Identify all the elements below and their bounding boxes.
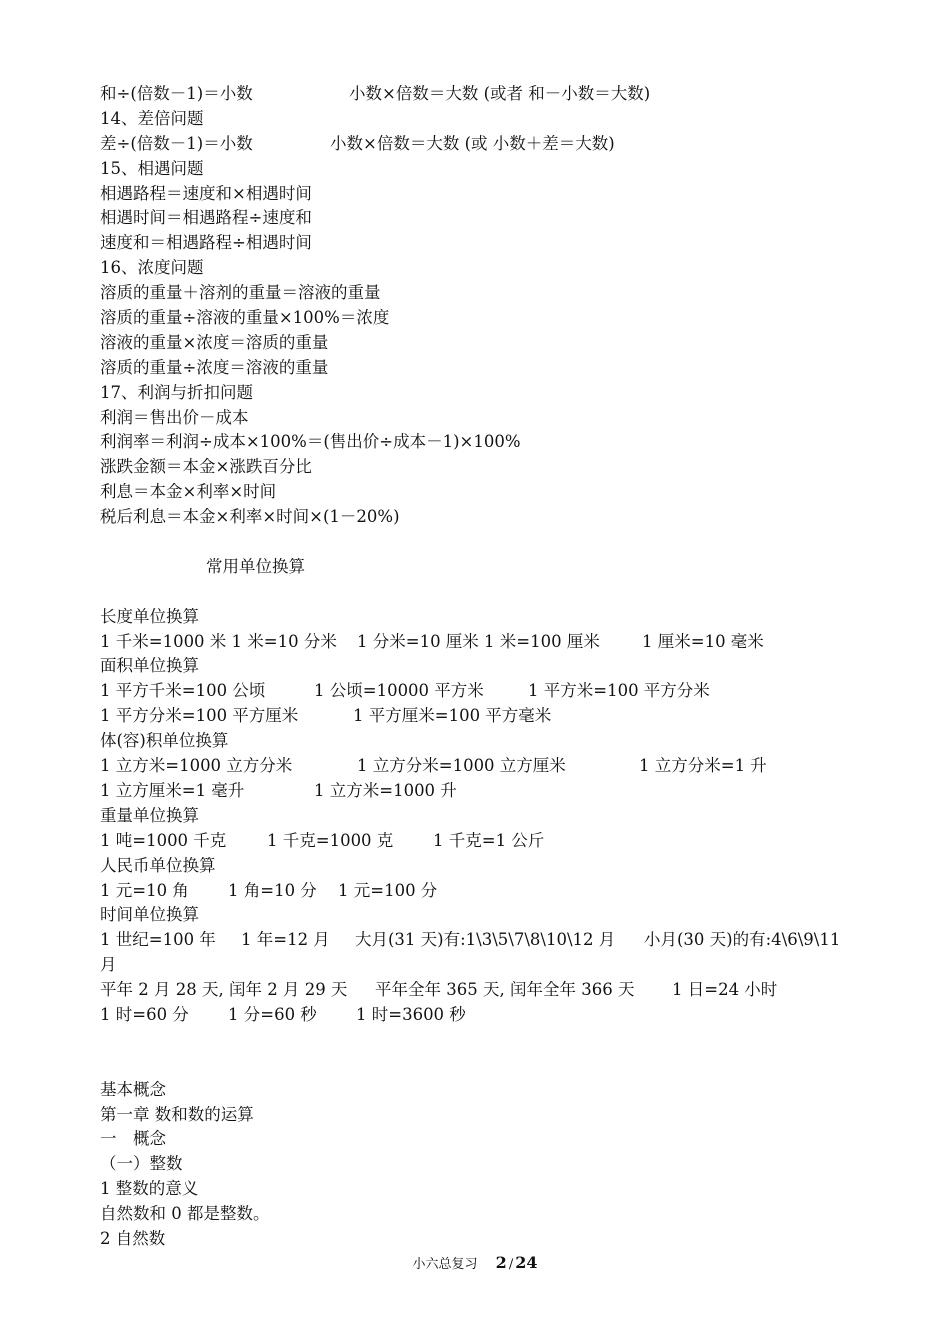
body-text: 自然数和 0 都是整数。 bbox=[100, 1204, 270, 1224]
unit-segment: 1 平方分米=100 平方厘米 bbox=[100, 706, 299, 726]
unit-segment: 1 平方千米=100 公顷 bbox=[100, 681, 266, 701]
document-body bbox=[100, 82, 890, 1252]
formula-line: 溶质的重量＋溶剂的重量＝溶液的重量 bbox=[100, 283, 381, 303]
unit-line bbox=[100, 754, 890, 779]
unit-line bbox=[100, 630, 890, 655]
unit-line bbox=[100, 779, 890, 804]
formula-line: 利息＝本金×利率×时间 bbox=[100, 482, 277, 502]
formula-line: 相遇时间＝相遇路程÷速度和 bbox=[100, 208, 312, 228]
unit-line bbox=[100, 704, 890, 729]
unit-segment: 1 角=10 分 bbox=[228, 880, 317, 900]
formula-line: 利润率＝利润÷成本×100%＝(售出价÷成本－1)×100% bbox=[100, 432, 521, 452]
section-heading: 17、利润与折扣问题 bbox=[100, 382, 253, 402]
subsection-heading: （一）整数 bbox=[100, 1154, 183, 1174]
unit-segment: 1 平方米=100 平方分米 bbox=[528, 681, 710, 701]
unit-segment: 1 元=100 分 bbox=[338, 880, 438, 900]
page-number: 2 bbox=[495, 1253, 507, 1272]
formula-line: 相遇路程＝速度和×相遇时间 bbox=[100, 183, 312, 203]
formula-line: 涨跌金额＝本金×涨跌百分比 bbox=[100, 457, 312, 477]
unit-segment: 1 公顷=10000 平方米 bbox=[314, 681, 484, 701]
unit-segment: 1 元=10 角 bbox=[100, 880, 189, 900]
unit-line bbox=[100, 978, 890, 1003]
unit-segment: 1 世纪=100 年 bbox=[100, 930, 216, 950]
blank-line bbox=[100, 1053, 890, 1078]
unit-segment: 1 立方厘米=1 毫升 bbox=[100, 780, 245, 800]
topic-heading: 2 自然数 bbox=[100, 1228, 166, 1248]
unit-segment: 1 平方厘米=100 平方毫米 bbox=[353, 706, 552, 726]
unit-segment: 1 千米=1000 米 1 米=10 分米 bbox=[100, 631, 337, 651]
section-title: 常用单位换算 bbox=[206, 556, 305, 576]
unit-heading: 人民币单位换算 bbox=[100, 855, 216, 875]
formula-line: 利润＝售出价－成本 bbox=[100, 407, 249, 427]
page-separator: / bbox=[508, 1257, 514, 1272]
formula-line: 溶质的重量÷溶液的重量×100%＝浓度 bbox=[100, 308, 390, 328]
formula-line: 速度和＝相遇路程÷相遇时间 bbox=[100, 233, 312, 253]
formula-line: 溶质的重量÷浓度＝溶液的重量 bbox=[100, 357, 329, 377]
unit-segment: 大月(31 天)有:1\3\5\7\8\10\12 月 bbox=[355, 930, 616, 950]
unit-segment: 1 厘米=10 毫米 bbox=[642, 631, 764, 651]
formula-segment: 小数×倍数＝大数 (或 小数＋差＝大数) bbox=[330, 133, 615, 153]
unit-segment: 1 千克=1000 克 bbox=[267, 830, 394, 850]
formula-segment: 小数×倍数＝大数 (或者 和－小数＝大数) bbox=[349, 84, 651, 103]
unit-segment: 1 时=3600 秒 bbox=[356, 1004, 466, 1024]
unit-heading: 重量单位换算 bbox=[100, 805, 199, 825]
unit-segment: 1 年=12 月 bbox=[241, 930, 330, 950]
unit-segment: 1 立方米=1000 立方分米 bbox=[100, 756, 293, 776]
unit-line bbox=[100, 879, 890, 904]
unit-segment: 1 立方米=1000 升 bbox=[314, 780, 457, 800]
unit-heading: 长度单位换算 bbox=[100, 606, 199, 626]
chapter-title: 第一章 数和数的运算 bbox=[100, 1104, 254, 1124]
formula-line: 溶液的重量×浓度＝溶质的重量 bbox=[100, 332, 329, 352]
chapter-heading: 基本概念 bbox=[100, 1079, 166, 1099]
unit-segment: 平年全年 365 天, 闰年全年 366 天 bbox=[375, 980, 635, 1000]
unit-line bbox=[100, 1003, 890, 1028]
unit-segment: 1 吨=1000 千克 bbox=[100, 830, 227, 850]
unit-line bbox=[100, 679, 890, 704]
text-line bbox=[100, 132, 890, 157]
page-total: 24 bbox=[515, 1253, 538, 1272]
unit-line bbox=[100, 829, 890, 854]
section-heading: 15、相遇问题 bbox=[100, 158, 204, 178]
unit-segment: 1 立方分米=1 升 bbox=[639, 756, 767, 776]
section-heading: 14、差倍问题 bbox=[100, 108, 204, 128]
formula-segment: 差÷(倍数－1)＝小数 bbox=[100, 133, 253, 153]
unit-segment: 小月(30 天)的有:4\6\9\11 bbox=[644, 930, 841, 950]
unit-segment: 平年 2 月 28 天, 闰年 2 月 29 天 bbox=[100, 980, 348, 1000]
blank-line bbox=[100, 530, 890, 555]
unit-heading: 面积单位换算 bbox=[100, 656, 199, 676]
text-line bbox=[100, 82, 890, 107]
subsection-heading: 一 概念 bbox=[100, 1129, 166, 1149]
formula-segment: 和÷(倍数－1)＝小数 bbox=[100, 84, 253, 103]
unit-line bbox=[100, 928, 890, 953]
unit-segment: 1 时=60 分 bbox=[100, 1004, 189, 1024]
unit-segment: 1 立方分米=1000 立方厘米 bbox=[357, 756, 566, 776]
unit-heading: 体(容)积单位换算 bbox=[100, 731, 229, 751]
blank-line bbox=[100, 580, 890, 605]
footer-doc-title: 小六总复习 bbox=[412, 1257, 478, 1272]
unit-segment: 1 分米=10 厘米 1 米=100 厘米 bbox=[357, 631, 600, 651]
topic-heading: 1 整数的意义 bbox=[100, 1179, 199, 1199]
page-footer bbox=[0, 1253, 950, 1275]
unit-segment: 1 日=24 小时 bbox=[672, 980, 778, 1000]
formula-line: 税后利息＝本金×利率×时间×(1－20%) bbox=[100, 507, 400, 527]
unit-segment: 1 分=60 秒 bbox=[228, 1004, 317, 1024]
unit-line-continued: 月 bbox=[100, 955, 117, 975]
unit-heading: 时间单位换算 bbox=[100, 905, 199, 925]
section-heading: 16、浓度问题 bbox=[100, 258, 204, 278]
unit-segment: 1 千克=1 公斤 bbox=[433, 830, 545, 850]
blank-line bbox=[100, 1028, 890, 1053]
